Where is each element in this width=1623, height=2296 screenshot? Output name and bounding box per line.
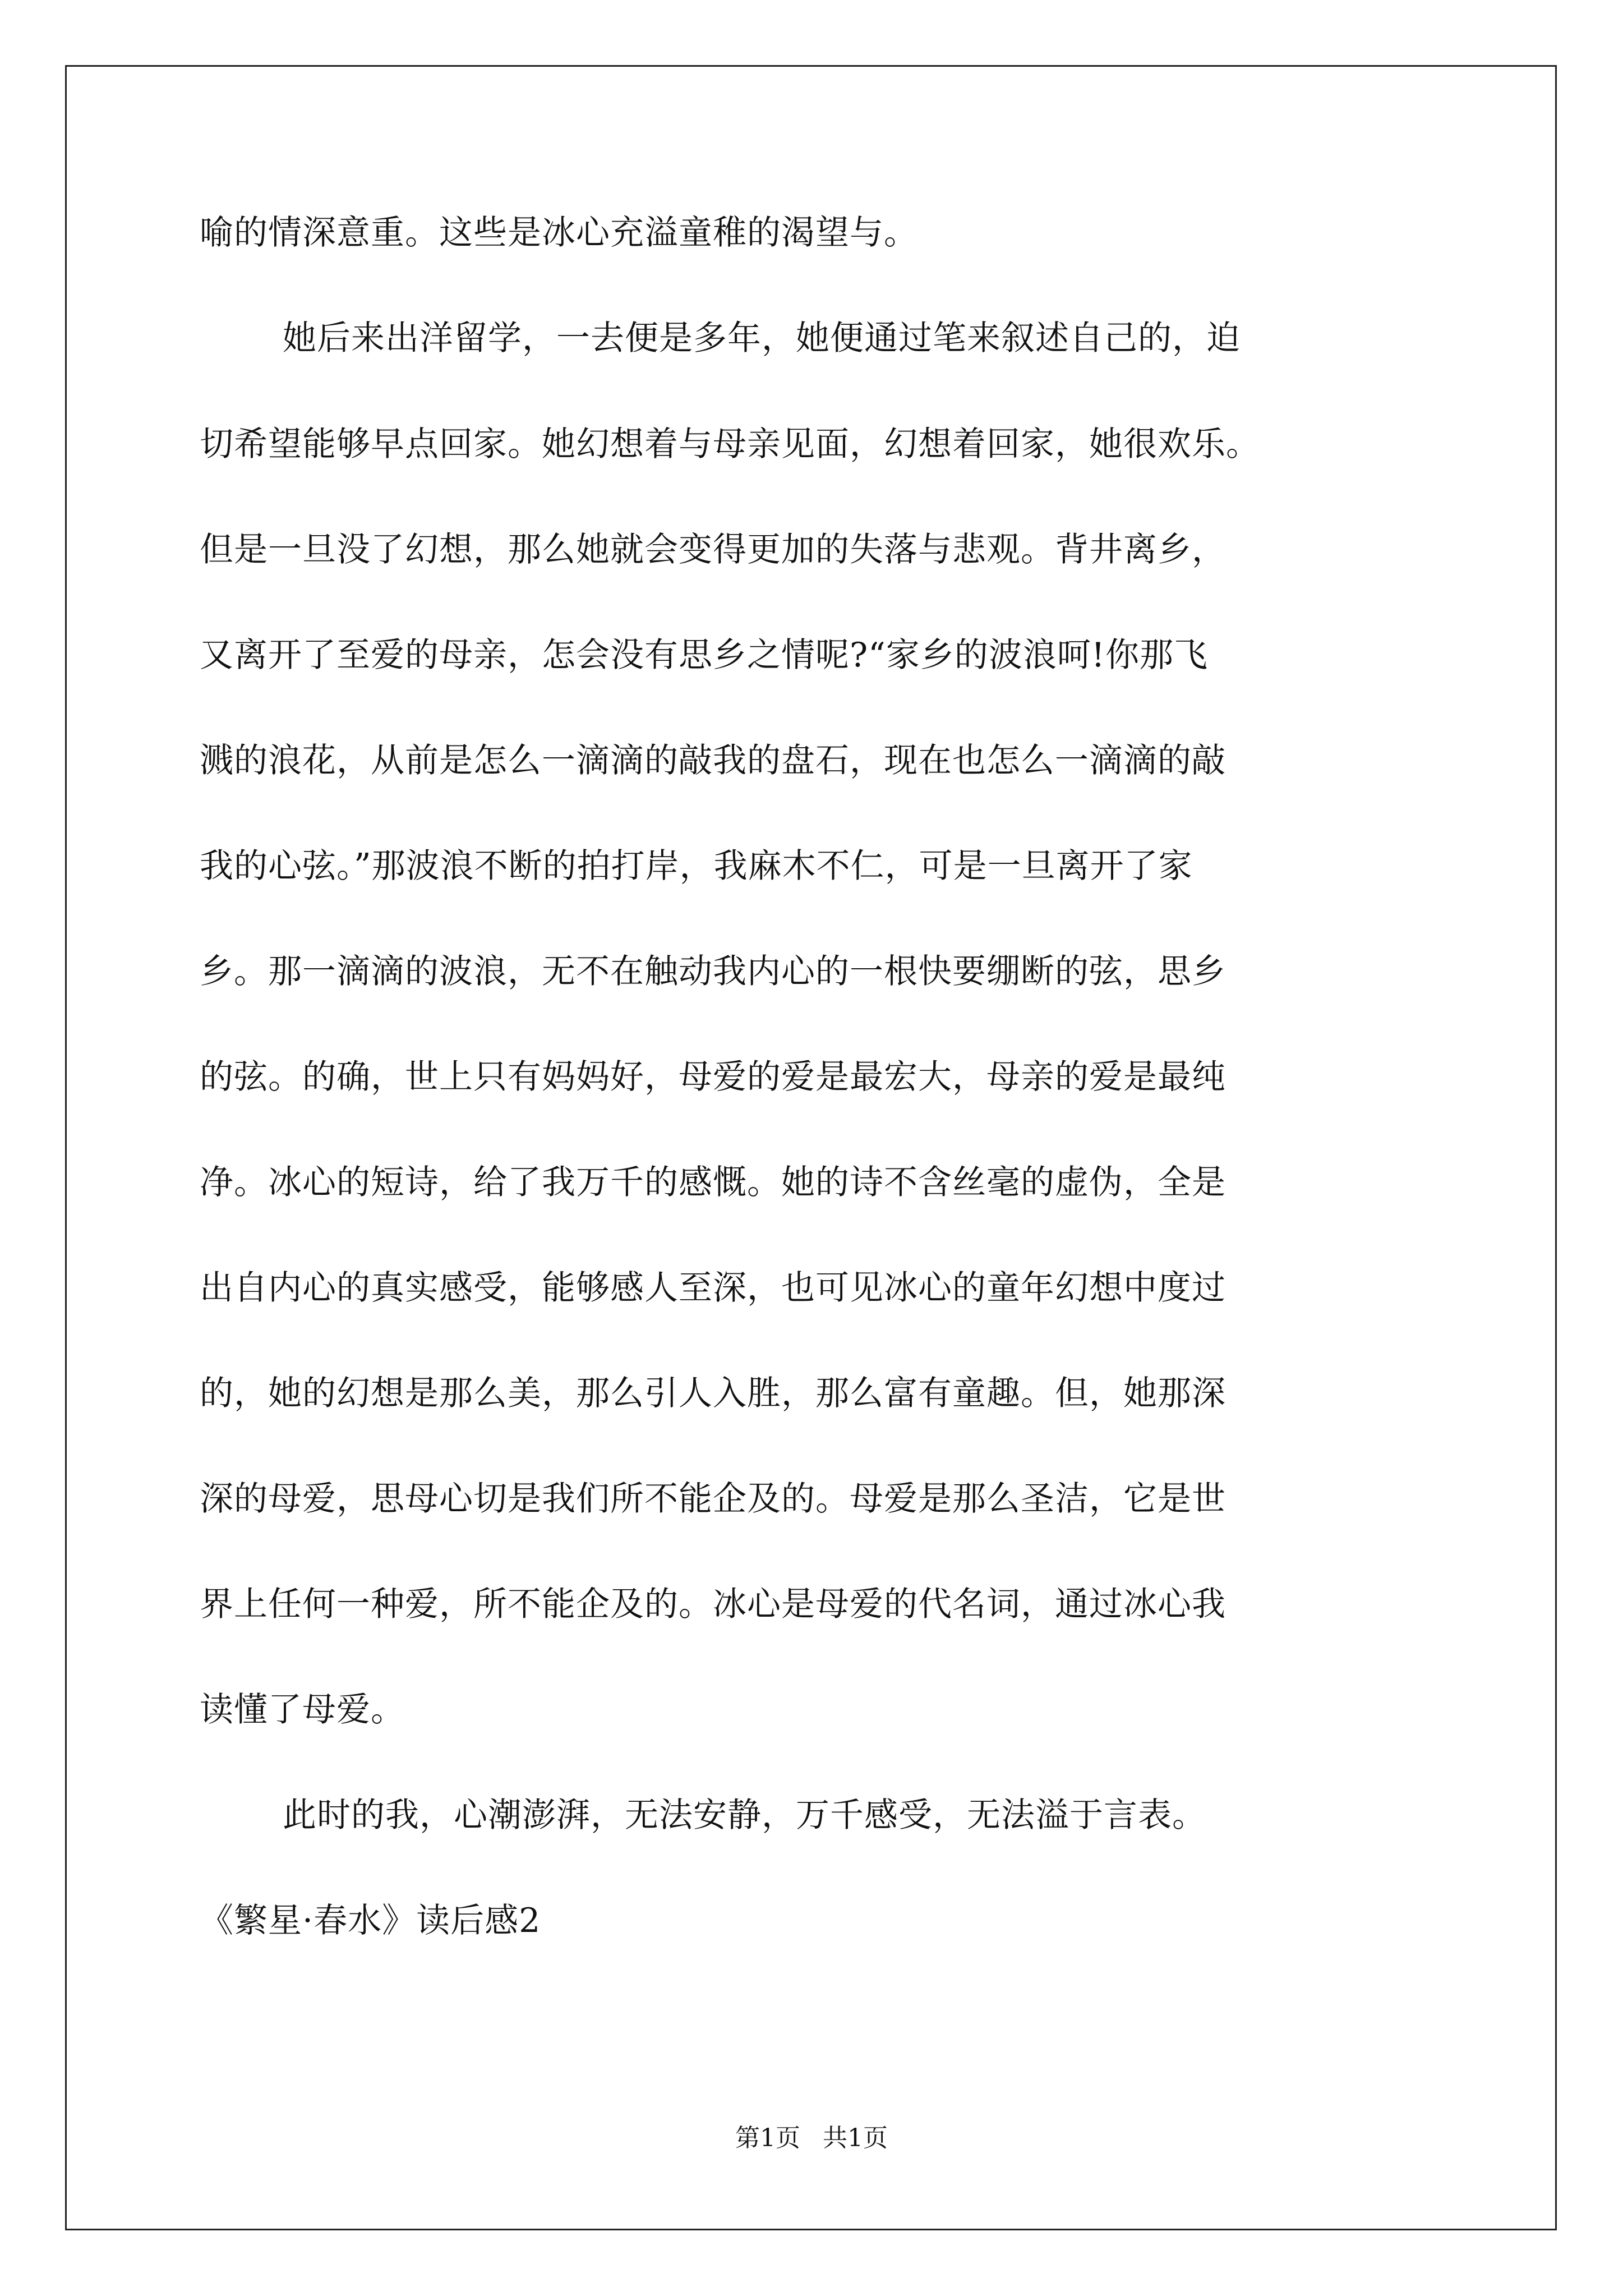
body-line-1: 喻的情深意重。这些是冰心充溢童稚的渴望与。: [200, 213, 918, 252]
body-line-6: 溅的浪花，从前是怎么一滴滴的敲我的盘石，现在也怎么一滴滴的敲: [200, 741, 1226, 780]
body-line-16: 此时的我，心潮澎湃，无法安静，万千感受，无法溢于言表。: [283, 1796, 1206, 1835]
body-line-5: 又离开了至爱的母亲，怎会没有思乡之情呢?“家乡的波浪呵!你那飞: [200, 636, 1208, 675]
body-line-14: 界上任何一种爱，所不能企及的。冰心是母爱的代名词，通过冰心我: [200, 1585, 1226, 1624]
body-line-13: 深的母爱，思母心切是我们所不能企及的。母爱是那么圣洁，它是世: [200, 1479, 1226, 1519]
section-heading: 《繁星·春水》读后感2: [200, 1901, 541, 1940]
body-line-15: 读懂了母爱。: [200, 1690, 405, 1729]
body-line-9: 的弦。的确，世上只有妈妈好，母爱的爱是最宏大，母亲的爱是最纯: [200, 1057, 1226, 1097]
page-number-total: 共1页: [823, 2124, 888, 2152]
body-line-3: 切希望能够早点回家。她幻想着与母亲见面，幻想着回家，她很欢乐。: [200, 425, 1260, 464]
body-line-2: 她后来出洋留学，一去便是多年，她便通过笔来叙述自己的，迫: [283, 319, 1241, 358]
body-line-8: 乡。那一滴滴的波浪，无不在触动我内心的一根快要绷断的弦，思乡: [200, 952, 1226, 991]
body-line-4: 但是一旦没了幻想，那么她就会变得更加的失落与悲观。背井离乡，: [200, 530, 1226, 569]
page-number-current: 第1页: [735, 2124, 800, 2152]
body-line-11: 出自内心的真实感受，能够感人至深，也可见冰心的童年幻想中度过: [200, 1268, 1226, 1308]
body-line-12: 的，她的幻想是那么美，那么引人入胜，那么富有童趣。但，她那深: [200, 1374, 1226, 1413]
body-line-7: 我的心弦。”那波浪不断的拍打岸，我麻木不仁，可是一旦离开了家: [200, 846, 1193, 886]
body-line-10: 净。冰心的短诗，给了我万千的感慨。她的诗不含丝毫的虚伪，全是: [200, 1163, 1226, 1202]
page-footer: [0, 2126, 1623, 2151]
